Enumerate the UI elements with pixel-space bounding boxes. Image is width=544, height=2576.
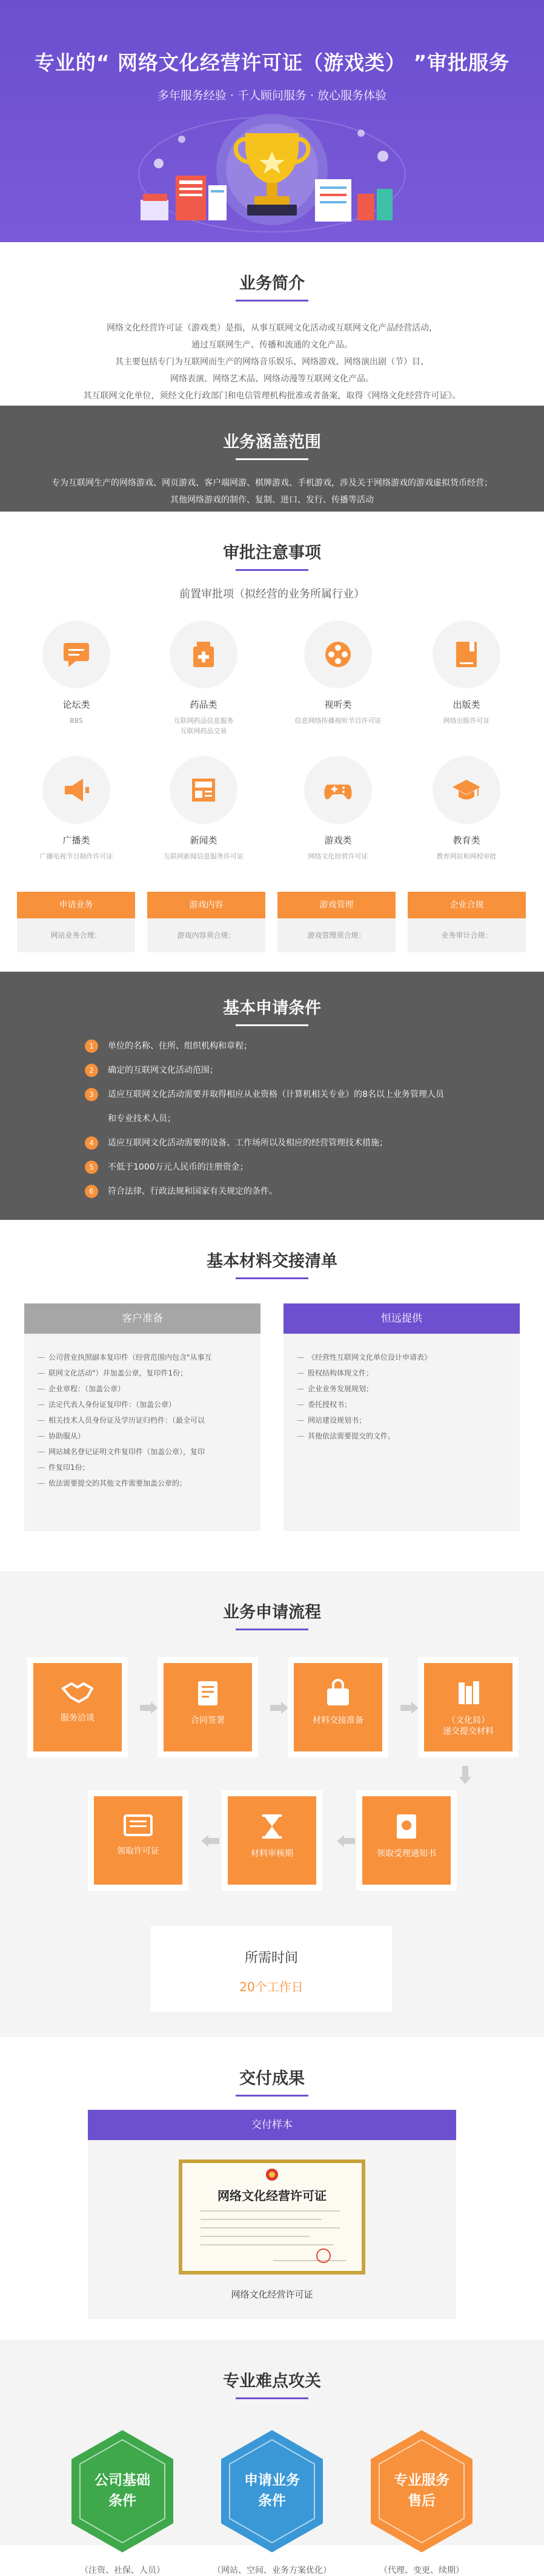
- firm-provide-column: 恒远提供 — 《经营性互联网文化单位设计申请表》 — 股权结构体现文件； — 企业业务发展规划； — 委托授权书； — 网站建设规划书； — 其他依法需要提交的文件。: [284, 1303, 520, 1531]
- condition-item: 5 不低于1000万元人民币的注册资金；: [85, 1161, 444, 1185]
- conditions-list: [85, 1039, 444, 1209]
- film-reel-icon: [323, 639, 353, 670]
- intro-title: 业务简介: [0, 242, 544, 301]
- category-name: 新闻类: [190, 835, 217, 846]
- required-time-box: 所需时间 20个工作日: [151, 1926, 392, 2012]
- category-desc: 互联网药品信息服务 互联网药品交易: [173, 717, 234, 735]
- category-name: 视听类: [324, 699, 352, 710]
- category-name: 教育类: [453, 835, 480, 846]
- condition-item-continued: 和专业技术人员；: [108, 1114, 176, 1124]
- delivery-title: 交付成果: [0, 2037, 544, 2097]
- condition-item: 3 适应互联网文化活动需要并取得相应从业资格（计算机相关专业）的8名以上业务管理人员: [85, 1088, 444, 1112]
- certificate-caption: 网络文化经营许可证: [231, 2289, 313, 2300]
- hero-trophy-illustration: [0, 109, 544, 236]
- category-news[interactable]: [149, 756, 258, 861]
- books-icon: [141, 176, 227, 220]
- requirement-tag: 企业合规 业务审计合规：: [408, 892, 526, 952]
- mail-icon: [377, 151, 388, 162]
- scope-text: 专为互联网生产的网络游戏、网页游戏、客户端网游、棋牌游戏、手机游戏，涉及关于网络游戏的游戏虚拟货币经营； 其他网络游戏的制作、复制、进口、发行、传播等活动: [51, 478, 493, 505]
- contract-icon: [196, 1680, 220, 1707]
- business-scope-section: [0, 406, 544, 512]
- category-forum[interactable]: [22, 621, 131, 726]
- business-intro-section: [0, 242, 544, 406]
- megaphone-icon: [61, 775, 91, 805]
- condition-item: 1 单位的名称、住所、组织机构和章程；: [85, 1039, 444, 1064]
- difficulty-business-conditions: 申请业务 条件 （网站、空间、业务方案优化）: [217, 2428, 327, 2555]
- license-icon: [124, 1813, 153, 1837]
- notice-title: 审批注意事项: [0, 512, 544, 571]
- flow-step: 领取许可证: [88, 1790, 188, 1891]
- application-flow-section: [0, 1571, 544, 2037]
- hero-subtitle: 多年服务经验 · 千人顾问服务 · 放心服务体验: [157, 89, 387, 102]
- hero-banner: [0, 0, 544, 242]
- category-desc: 网络出版许可证: [443, 717, 490, 725]
- difficulties-section: [0, 2340, 544, 2575]
- difficulty-company-basics: 公司基础 条件 （注资、社保、人员）: [68, 2428, 177, 2555]
- condition-item: 2 确定的互联网文化活动范围；: [85, 1064, 444, 1088]
- flow-step: （文化局） 递交提交材料: [418, 1657, 519, 1757]
- person-icon: [357, 130, 365, 137]
- category-name: 论坛类: [62, 699, 90, 710]
- category-desc: 网络文化经营许可证: [308, 852, 368, 860]
- flow-arrow-icon: [270, 1702, 288, 1714]
- category-broadcast[interactable]: [22, 756, 131, 861]
- license-certificate-image: 网络文化经营许可证: [179, 2159, 365, 2275]
- category-education[interactable]: [412, 756, 521, 861]
- scope-title: 业务涵盖范围: [0, 406, 544, 460]
- category-medicine[interactable]: [149, 621, 258, 736]
- notice-lead: 前置审批项（拟经营的业务所属行业）: [179, 588, 365, 601]
- flow-step: 材料交接准备: [288, 1657, 388, 1757]
- delivery-sample-card: 交付样本 网络文化经营许可证 网络文化经营许可证: [88, 2110, 456, 2319]
- category-name: 药品类: [190, 699, 217, 710]
- materials-title: 基本材料交接清单: [0, 1220, 544, 1279]
- book-icon: [451, 639, 482, 670]
- flow-step: 领取受理通知书: [356, 1790, 457, 1891]
- official-seal-icon: [316, 2248, 331, 2264]
- category-desc: BBS: [70, 717, 83, 725]
- bag-icon: [325, 1680, 351, 1707]
- requirement-tag: 游戏内容 游戏内容须合规：: [147, 892, 265, 952]
- approval-notes-section: [0, 512, 544, 972]
- flow-arrow-icon: [201, 1835, 219, 1847]
- requirement-tag: 游戏管理 游戏管理须合规：: [277, 892, 396, 952]
- category-audiovisual[interactable]: [284, 621, 393, 726]
- settings-icon: [154, 159, 164, 168]
- client-prepare-column: 客户准备 — 公司营业执照副本复印件（经营范围内包含"从事互 — 联网文化活动"）并加盖公章，复印件1份； — 企业章程：（加盖公章） — 法定代表人身份证复印件：（加盖公章） — 相关技术人员身份证及学历证归档件：（最全可以 — 协助服从） — 网站域名登记证明文件复印件（加盖公章），复印 — 件复印1份； — 依法需要提交的其他文件需要加盖公章的；: [24, 1303, 260, 1531]
- gamepad-icon: [323, 775, 353, 805]
- flow-arrow-icon: [140, 1702, 158, 1714]
- flow-step: 合同签署: [158, 1657, 258, 1757]
- flow-arrow-icon: [400, 1702, 419, 1714]
- flow-step: 材料审核期: [222, 1790, 322, 1891]
- notice-icon: [394, 1813, 419, 1840]
- requirement-tag: 申请业务 网站业务合理：: [17, 892, 135, 952]
- documents-icon: [455, 1680, 482, 1707]
- category-desc: 教育网站和网校审批: [436, 852, 497, 860]
- basic-conditions-section: [0, 972, 544, 1220]
- flow-arrow-icon: [459, 1766, 471, 1784]
- difficulties-title: 专业难点攻关: [0, 2340, 544, 2399]
- difficulty-after-sales: 专业服务 售后 （代理、变更、续期）: [367, 2428, 476, 2555]
- flow-step: 服务洽谈: [27, 1657, 128, 1757]
- materials-checklist-section: [0, 1220, 544, 1571]
- newspaper-icon: [188, 775, 219, 805]
- category-name: 游戏类: [324, 835, 352, 846]
- medicine-icon: [188, 639, 219, 670]
- category-publishing[interactable]: [412, 621, 521, 726]
- category-name: 出版类: [453, 699, 480, 710]
- delivery-section: [0, 2037, 544, 2340]
- handshake-icon: [61, 1680, 95, 1704]
- category-name: 广播类: [62, 835, 90, 846]
- required-time-value: 20个工作日: [239, 1980, 304, 1994]
- intro-text: 网络文化经营许可证（游戏类）是指，从事互联网文化活动或互联网文化产品经营活动， 通过互联网生产、传播和流通的文化产品。 其主要包括专门为互联网而生产的网络音乐娱乐、网络游戏、网络演出剧（节）目、 网络表演、网络艺术品、网络动漫等互联网文化产品。 其互联网文化单位，须经文化行政部门和电信管理机构批准或者备案，取得《网络文化经营许可证》。: [83, 323, 461, 401]
- chat-icon: [61, 639, 91, 670]
- condition-item: 4 适应互联网文化活动需要的设备、工作场所以及相应的经营管理技术措施；: [85, 1136, 444, 1161]
- category-desc: 互联网新闻信息服务许可证: [164, 852, 244, 860]
- documents-icon: [315, 179, 393, 222]
- conditions-title: 基本申请条件: [0, 972, 544, 1026]
- condition-item: 6 符合法律、行政法规和国家有关规定的条件。: [85, 1185, 444, 1209]
- chart-icon: [178, 136, 185, 143]
- category-desc: 广播电视节目制作许可证: [39, 852, 113, 860]
- category-desc: 信息网络传播视听节目许可证: [294, 717, 382, 725]
- flow-title: 业务申请流程: [0, 1571, 544, 1630]
- graduation-cap-icon: [451, 775, 482, 805]
- hourglass-icon: [261, 1813, 283, 1840]
- flow-arrow-icon: [337, 1835, 355, 1847]
- hero-title: 专业的“ 网络文化经营许可证（游戏类） ”审批服务: [34, 51, 510, 74]
- category-game[interactable]: [284, 756, 393, 861]
- national-emblem-icon: [265, 2168, 279, 2181]
